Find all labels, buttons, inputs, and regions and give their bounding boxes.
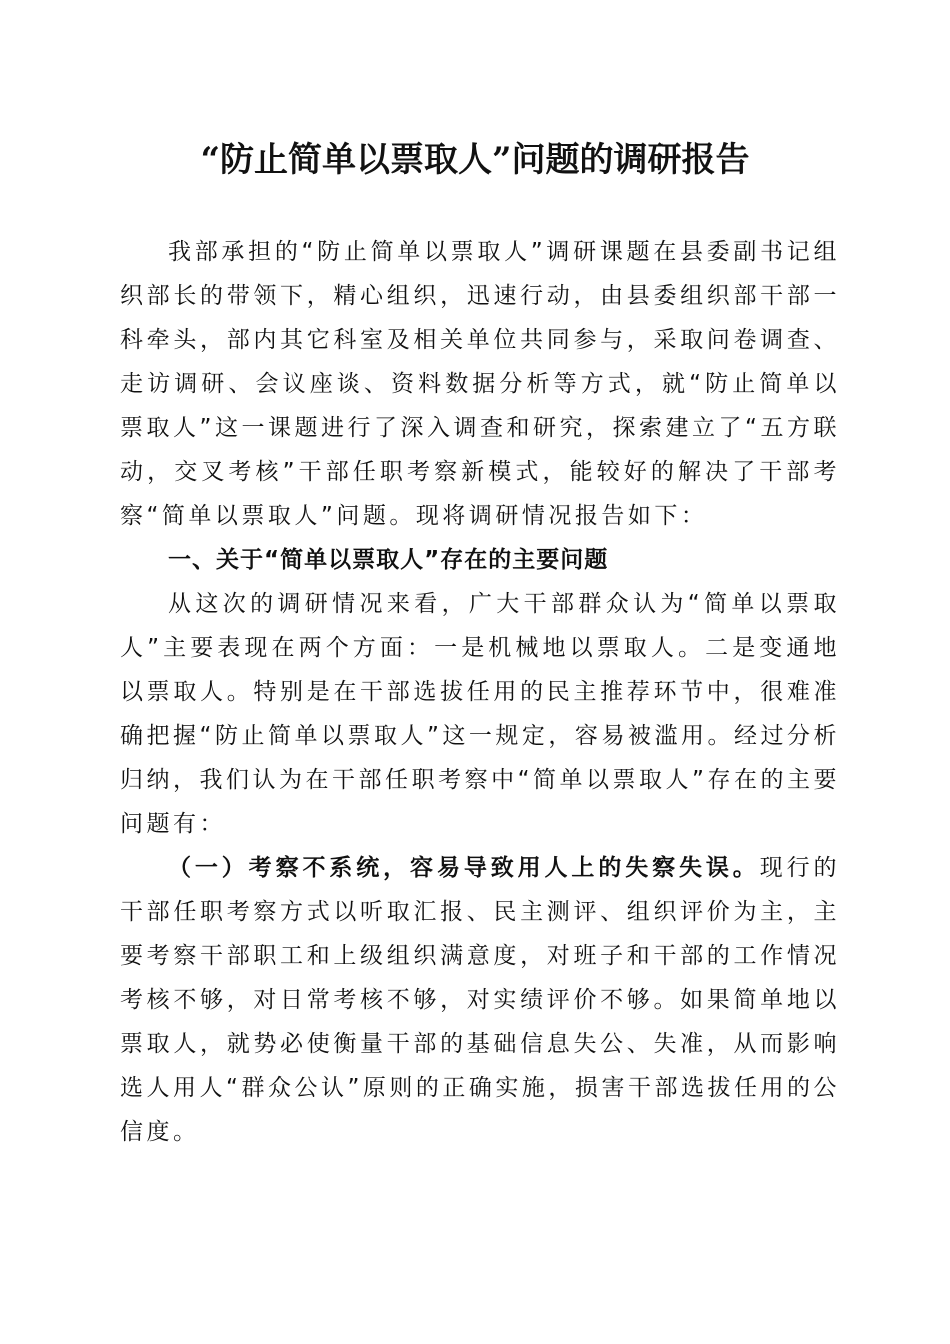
section-heading: 一、关于“简单以票取人”存在的主要问题 bbox=[168, 547, 609, 573]
subsection-body: 现行的干部任职考察方式以听取汇报、民主测评、组织评价为主，主要考察干部职工和上级组织满意度，对班子和干部的工作情况考核不够，对日常考核不够，对实绩评价不够。如果简单地以票取人，就势必使衡量干部的基础信息失公、失准，从而影响选人用人“群众公认”原则的正确实施，损害干部选拔任用的公信度。 bbox=[120, 855, 841, 1145]
document-body bbox=[120, 230, 840, 1154]
page-title: “防止简单以票取人”问题的调研报告 bbox=[200, 140, 750, 180]
intro-paragraph: 我部承担的“防止简单以票取人”调研课题在县委副书记组织部长的带领下，精心组织，迅速行动，由县委组织部干部一科牵头，部内其它科室及相关单位共同参与，采取问卷调查、走访调研、会议座谈、资料数据分析等方式，就“防止简单以票取人”这一课题进行了深入调查和研究，探索建立了“五方联动，交叉考核”干部任职考察新模式，能较好的解决了干部考察“简单以票取人”问题。现将调研情况报告如下： bbox=[120, 239, 840, 529]
subsection-lead: （一）考察不系统，容易导致用人上的失察失误。 bbox=[168, 855, 760, 881]
subsection-paragraph bbox=[120, 846, 840, 1154]
section-paragraph: 从这次的调研情况来看，广大干部群众认为“简单以票取人”主要表现在两个方面：一是机械地以票取人。二是变通地以票取人。特别是在干部选拔任用的民主推荐环节中，很难准确把握“防止简单以票取人”这一规定，容易被滥用。经过分析归纳，我们认为在干部任职考察中“简单以票取人”存在的主要问题有： bbox=[120, 591, 840, 837]
